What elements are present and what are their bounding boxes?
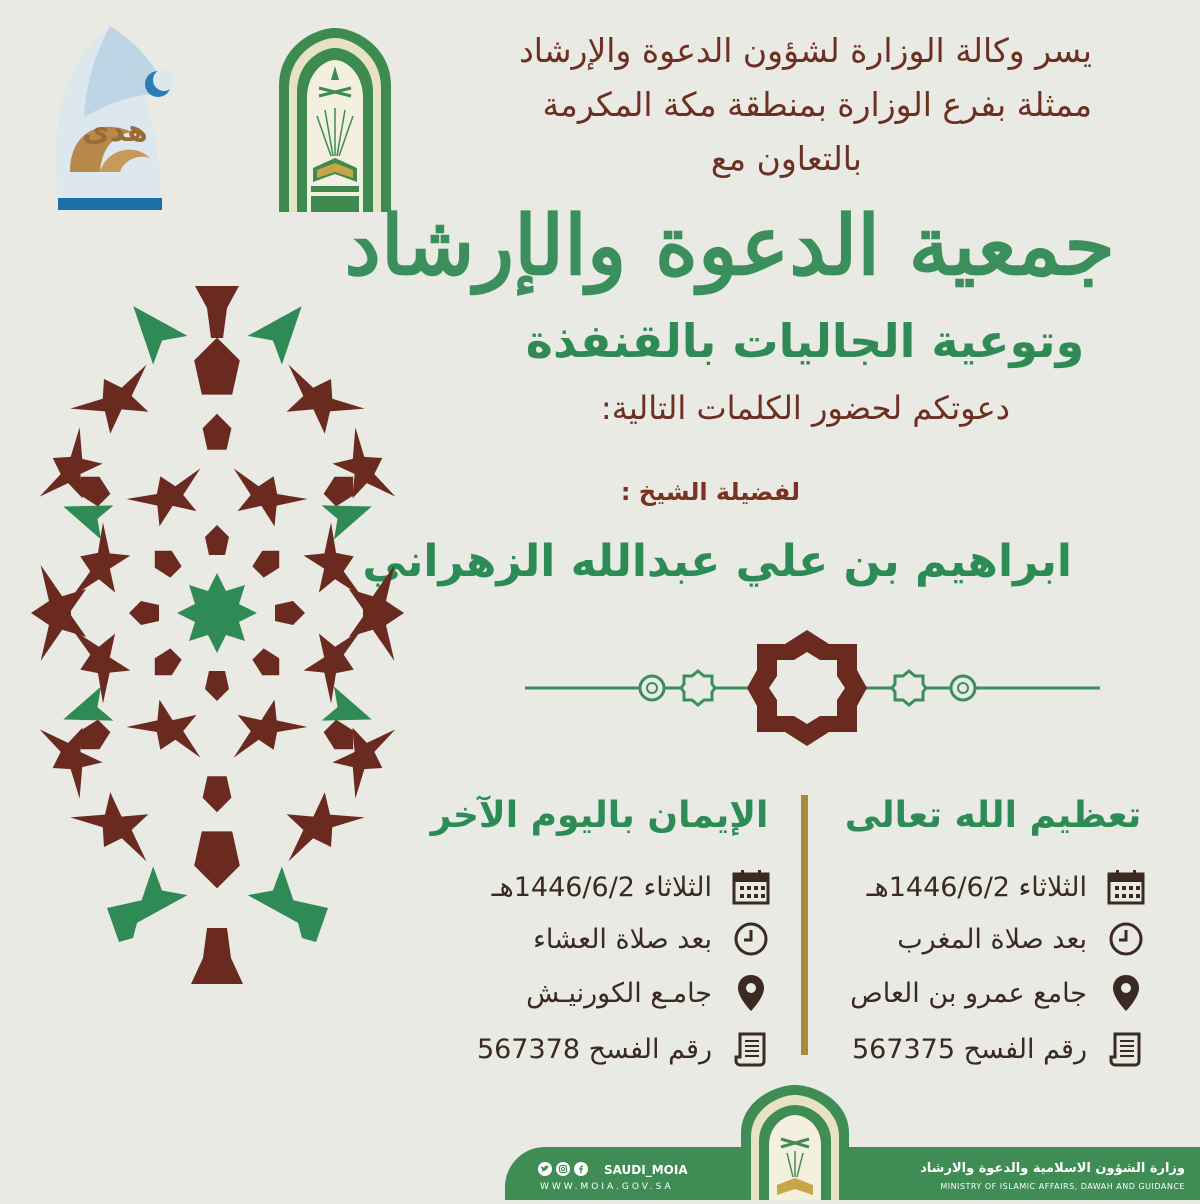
location-pin-icon: [732, 974, 770, 1012]
lecture-1-time-row: [897, 920, 1145, 958]
lecture-2-location: جامـع الكورنيـش: [526, 977, 712, 1009]
instagram-icon[interactable]: [556, 1162, 570, 1176]
lecture-1-date-row: [867, 868, 1145, 906]
footer-ministry-emblem: [735, 1085, 855, 1200]
calendar-icon: [1107, 868, 1145, 906]
lecture-2-date: الثلاثاء 1446/6/2هـ: [491, 871, 712, 903]
header-line-3: بالتعاون مع: [710, 139, 862, 178]
lecture-1-location-row: [850, 974, 1145, 1012]
location-pin-icon: [1107, 974, 1145, 1012]
ministry-emblem-logo: [275, 26, 395, 214]
footer-ministry-name-ar: وزارة الشؤون الاسلامية والدعوة والارشاد: [920, 1161, 1185, 1176]
islamic-geometric-ornament: [25, 268, 410, 1018]
ornamental-divider: [525, 628, 1100, 748]
lecture-2-permit-row: [477, 1030, 770, 1068]
footer-ministry-name-en: MINISTRY OF ISLAMIC AFFAIRS, DAWAH AND GUIDANCE: [940, 1182, 1185, 1191]
columns-divider: [801, 795, 808, 1055]
calendar-icon: [732, 868, 770, 906]
lecture-1-time: بعد صلاة المغرب: [897, 923, 1087, 955]
lecture-2-time: بعد صلاة العشاء: [533, 923, 712, 955]
header-line-1: يسر وكالة الوزارة لشؤون الدعوة والإرشاد: [519, 31, 1092, 70]
lecture-1-title: تعظيم الله تعالى: [844, 795, 1142, 836]
footer-website[interactable]: WWW.MOIA.GOV.SA: [540, 1182, 674, 1192]
huda-logo: [40, 22, 180, 212]
lecture-2-title: الإيمان باليوم الآخر: [430, 795, 769, 836]
association-subtitle: وتوعية الجاليات بالقنفذة: [525, 314, 1085, 368]
lecture-1-permit-row: [852, 1030, 1145, 1068]
lecture-2-time-row: [533, 920, 770, 958]
invitation-text: دعوتكم لحضور الكلمات التالية:: [600, 389, 1010, 427]
huda-logo-text: هدى: [82, 114, 148, 149]
lecture-1-permit: رقم الفسح 567375: [851, 1033, 1087, 1065]
facebook-icon[interactable]: [574, 1162, 588, 1176]
lecture-2-date-row: [492, 868, 770, 906]
lecture-1-location: جامع عمرو بن العاص: [850, 977, 1087, 1009]
header-line-2: ممثلة بفرع الوزارة بمنطقة مكة المكرمة: [542, 85, 1092, 124]
lecture-2-permit: رقم الفسح 567378: [476, 1033, 712, 1065]
clock-icon: [732, 920, 770, 958]
association-title: جمعية الدعوة والإرشاد: [344, 198, 1115, 294]
document-scroll-icon: [732, 1030, 770, 1068]
social-icons: [538, 1162, 588, 1176]
clock-icon: [1107, 920, 1145, 958]
document-scroll-icon: [1107, 1030, 1145, 1068]
sheikh-label: لفضيلة الشيخ :: [620, 478, 800, 506]
sheikh-name: ابراهيم بن علي عبدالله الزهراني: [362, 536, 1072, 587]
lecture-2-location-row: [526, 974, 770, 1012]
lecture-1-date: الثلاثاء 1446/6/2هـ: [866, 871, 1087, 903]
twitter-icon[interactable]: [538, 1162, 552, 1176]
footer-handle[interactable]: SAUDI_MOIA: [604, 1163, 688, 1177]
